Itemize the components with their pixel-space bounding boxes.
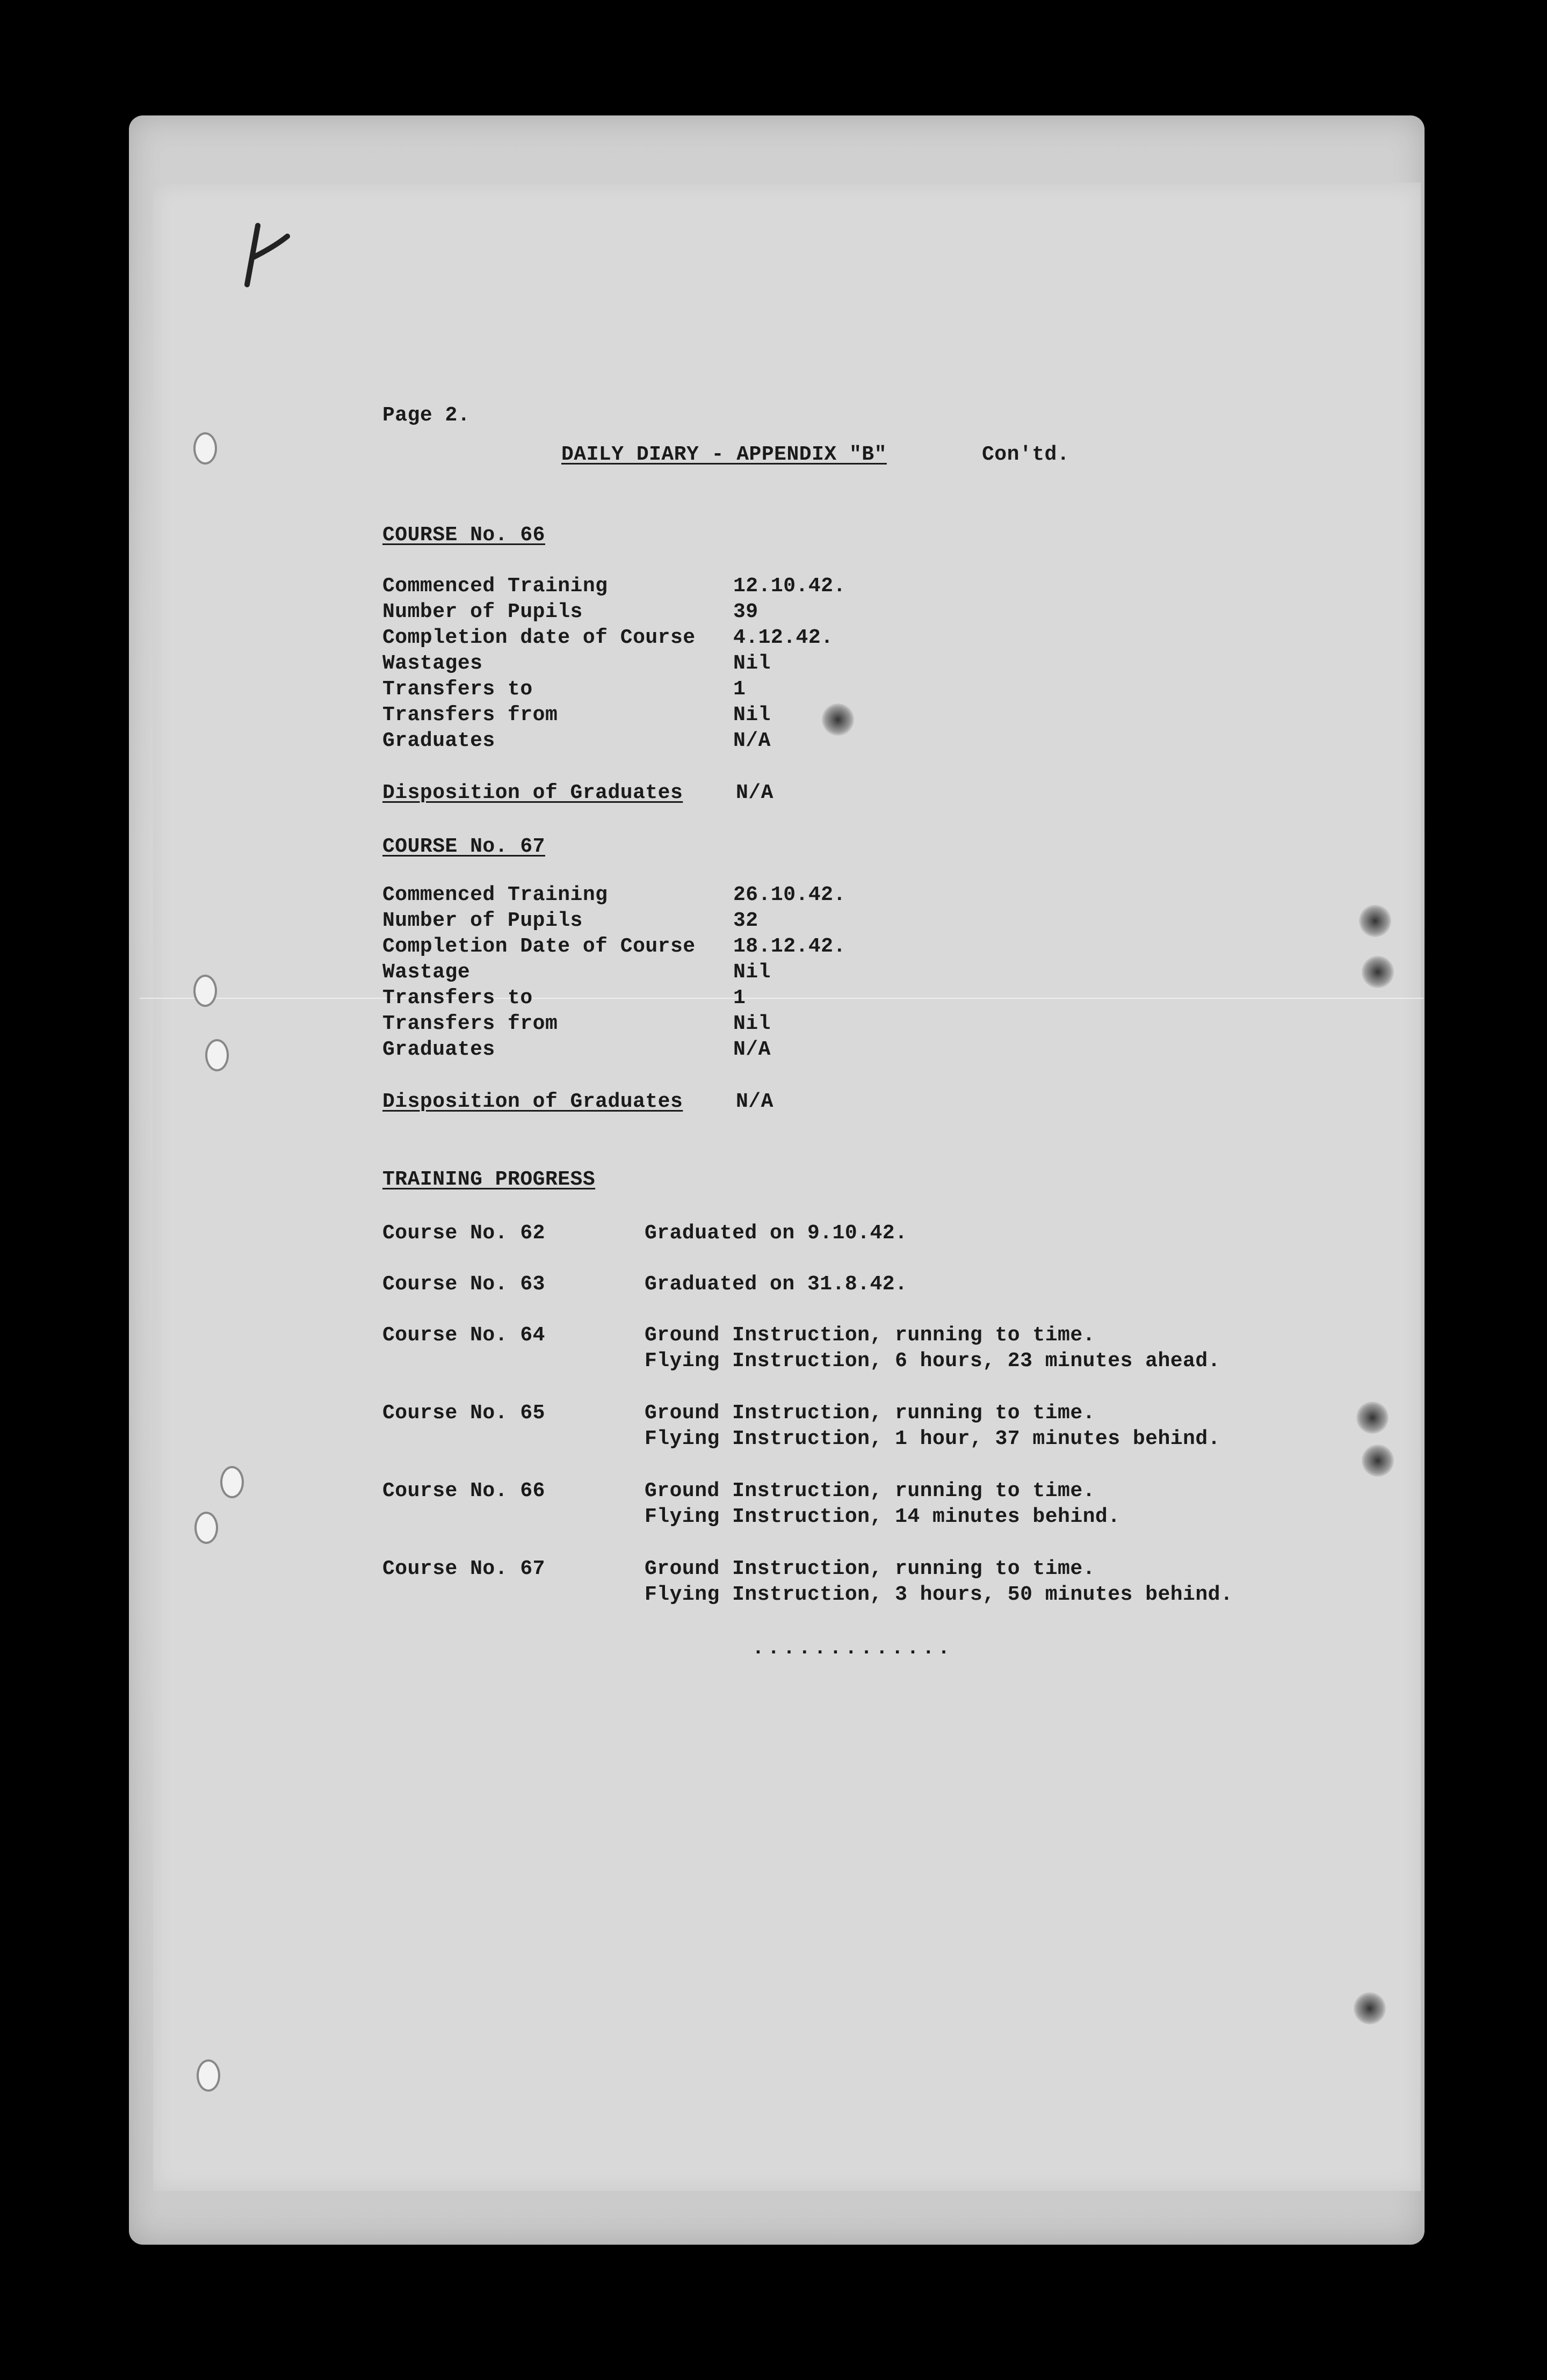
course-66-heading: COURSE No. 66 bbox=[382, 524, 545, 547]
field-value: Nil bbox=[733, 652, 771, 675]
fold-line bbox=[140, 998, 1423, 999]
status-line: Graduated on 9.10.42. bbox=[645, 1222, 908, 1245]
field-label: Transfers from bbox=[382, 1012, 558, 1035]
training-progress-heading: TRAINING PROGRESS bbox=[382, 1168, 596, 1191]
smudge bbox=[1354, 1992, 1386, 2025]
field-label: Transfers to bbox=[382, 678, 533, 701]
field-value: 1 bbox=[733, 678, 746, 701]
course-label: Course No. 67 bbox=[382, 1557, 545, 1580]
field-label: Wastages bbox=[382, 652, 483, 675]
status-line: Ground Instruction, running to time. bbox=[645, 1557, 1095, 1580]
handwritten-mark bbox=[236, 215, 301, 301]
field-label: Wastage bbox=[382, 961, 471, 984]
field-label: Number of Pupils bbox=[382, 600, 583, 623]
field-label: Commenced Training bbox=[382, 575, 608, 598]
punch-hole bbox=[194, 1512, 218, 1544]
field-label: Commenced Training bbox=[382, 883, 608, 906]
field-value: 1 bbox=[733, 986, 746, 1010]
status-line: Graduated on 31.8.42. bbox=[645, 1273, 908, 1296]
course-67-heading: COURSE No. 67 bbox=[382, 835, 545, 858]
field-value: N/A bbox=[733, 729, 771, 752]
course-label: Course No. 65 bbox=[382, 1402, 545, 1425]
status-line: Flying Instruction, 6 hours, 23 minutes ahead. bbox=[645, 1349, 1220, 1373]
field-label: Completion Date of Course bbox=[382, 935, 696, 958]
field-label: Completion date of Course bbox=[382, 626, 696, 649]
field-value: Nil bbox=[733, 1012, 771, 1035]
smudge bbox=[1362, 1445, 1394, 1477]
punch-hole bbox=[220, 1466, 244, 1498]
field-value: 18.12.42. bbox=[733, 935, 846, 958]
field-label: Transfers to bbox=[382, 986, 533, 1010]
document-page bbox=[153, 183, 1421, 2191]
punch-hole bbox=[205, 1039, 229, 1071]
disposition-value: N/A bbox=[736, 781, 774, 804]
ink-blot bbox=[822, 703, 854, 736]
disposition-label: Disposition of Graduates bbox=[382, 1090, 683, 1113]
course-label: Course No. 63 bbox=[382, 1273, 545, 1296]
status-line: Flying Instruction, 3 hours, 50 minutes behind. bbox=[645, 1583, 1233, 1606]
punch-hole bbox=[197, 2059, 220, 2092]
page-number: Page 2. bbox=[382, 404, 471, 427]
field-value: N/A bbox=[733, 1038, 771, 1061]
field-value: Nil bbox=[733, 961, 771, 984]
field-value: 4.12.42. bbox=[733, 626, 834, 649]
field-label: Graduates bbox=[382, 1038, 495, 1061]
course-label: Course No. 66 bbox=[382, 1479, 545, 1503]
field-value: 26.10.42. bbox=[733, 883, 846, 906]
document-title: DAILY DIARY - APPENDIX "B" bbox=[561, 443, 887, 466]
status-line: Ground Instruction, running to time. bbox=[645, 1402, 1095, 1425]
status-line: Ground Instruction, running to time. bbox=[645, 1324, 1095, 1347]
field-value: 12.10.42. bbox=[733, 575, 846, 598]
course-label: Course No. 62 bbox=[382, 1222, 545, 1245]
field-label: Graduates bbox=[382, 729, 495, 752]
field-value: 39 bbox=[733, 600, 758, 623]
status-line: Flying Instruction, 14 minutes behind. bbox=[645, 1505, 1121, 1528]
course-label: Course No. 64 bbox=[382, 1324, 545, 1347]
field-value: 32 bbox=[733, 909, 758, 932]
status-line: Ground Instruction, running to time. bbox=[645, 1479, 1095, 1503]
smudge bbox=[1362, 956, 1394, 988]
field-label: Number of Pupils bbox=[382, 909, 583, 932]
punch-hole bbox=[193, 975, 217, 1007]
smudge bbox=[1359, 905, 1391, 937]
continued-label: Con'td. bbox=[982, 443, 1070, 466]
disposition-value: N/A bbox=[736, 1090, 774, 1113]
status-line: Flying Instruction, 1 hour, 37 minutes behind. bbox=[645, 1427, 1220, 1450]
field-value: Nil bbox=[733, 703, 771, 727]
disposition-label: Disposition of Graduates bbox=[382, 781, 683, 804]
punch-hole bbox=[193, 432, 217, 465]
smudge bbox=[1356, 1402, 1389, 1434]
field-label: Transfers from bbox=[382, 703, 558, 727]
end-marker: ............. bbox=[752, 1637, 953, 1660]
